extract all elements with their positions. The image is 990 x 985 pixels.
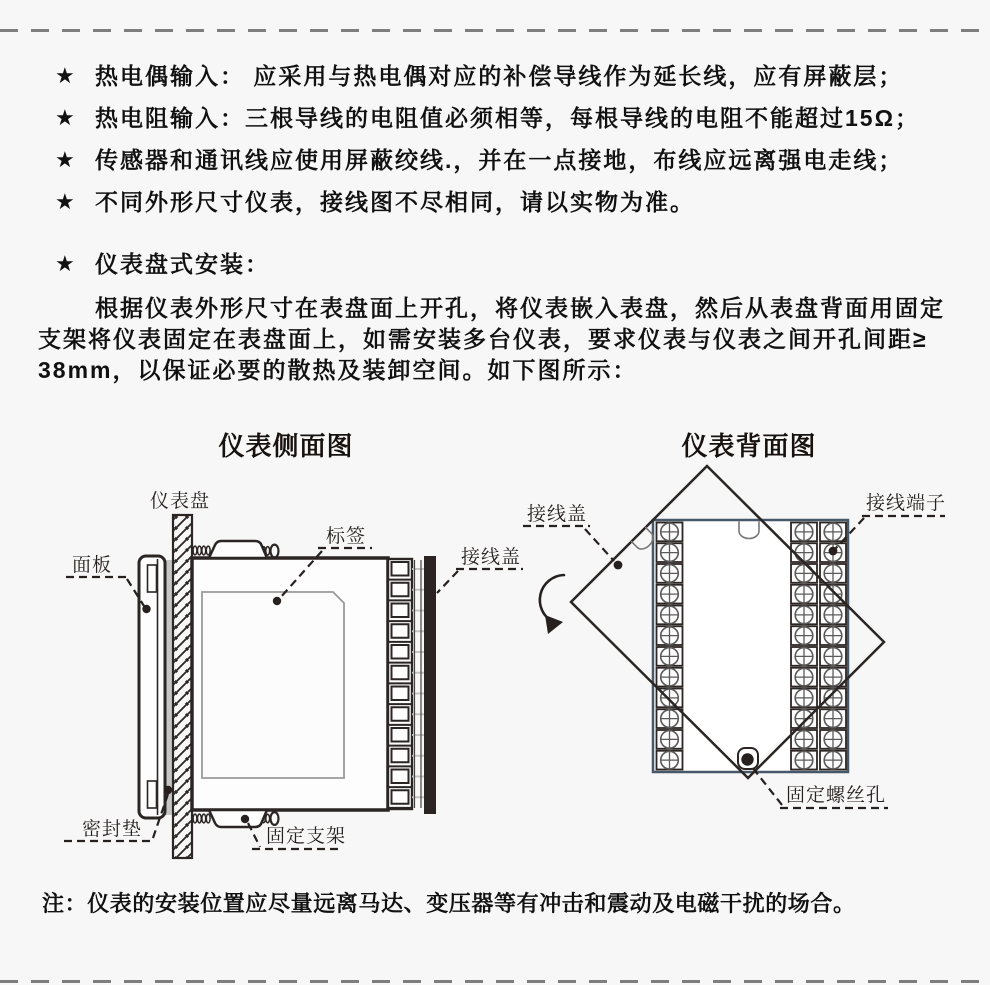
- top-fixing-bracket: [193, 541, 278, 558]
- label-gasket: 密封垫: [82, 819, 143, 840]
- label-back-cover: 接线盖: [527, 504, 588, 525]
- bullet-text: 热电阻输入：三根导线的电阻值必须相等，每根导线的电阻不能超过15Ω；: [95, 105, 921, 131]
- paragraph-line: 38mm，以保证必要的散热及装卸空间。如下图所示：: [38, 357, 638, 383]
- leader-dot: [829, 547, 838, 556]
- terminal-cover-leader: [437, 569, 523, 593]
- paragraph-line: 根据仪表外形尺寸在表盘面上开孔，将仪表嵌入表盘，然后从表盘背面用固定: [95, 295, 945, 321]
- leader-dot: [164, 786, 172, 794]
- side-view-title: 仪表侧面图: [218, 432, 354, 461]
- bottom-fixing-bracket: [193, 810, 278, 827]
- bullet-text: 传感器和通讯线应使用屏蔽绞线.，并在一点接地，布线应远离强电走线；: [95, 147, 904, 173]
- back-view-title: 仪表背面图: [681, 432, 817, 461]
- leader-dot: [614, 561, 623, 570]
- bullet-item: [55, 189, 965, 215]
- section-heading: [55, 250, 270, 278]
- label-bracket: 固定支架: [266, 826, 347, 847]
- leader-dot: [273, 597, 281, 605]
- tag-area: [202, 592, 344, 778]
- installation-figure-svg: [0, 460, 990, 875]
- bullet-item: [55, 63, 965, 89]
- section-title: 仪表盘式安装：: [95, 251, 270, 277]
- note-text: 注：仪表的安装位置应尽量远离马达、变压器等有冲击和震动及电磁干扰的场合。: [42, 891, 856, 916]
- top-notch: [739, 522, 759, 539]
- bullet-list: [55, 63, 965, 231]
- fixing-screw: [738, 748, 758, 769]
- star-icon: ★: [55, 63, 75, 88]
- bullet-text: 不同外形尺寸仪表，接线图不尽相同，请以实物为准。: [95, 189, 695, 215]
- label-panel: 仪表盘: [150, 491, 211, 512]
- installation-paragraph: [38, 293, 958, 386]
- side-view-diagram: [64, 490, 523, 858]
- leader-dot: [241, 815, 249, 823]
- terminal-strip: [388, 559, 425, 809]
- label-screw-hole: 固定螺丝孔: [786, 785, 887, 806]
- star-icon: ★: [55, 147, 75, 172]
- paragraph-line: 支架将仪表固定在表盘面上，如需安装多台仪表，要求仪表与仪表之间开孔间距≥: [38, 326, 928, 352]
- screw-head-icon: [271, 545, 279, 558]
- star-icon: ★: [55, 105, 75, 130]
- rotation-arrow-icon: [540, 575, 564, 634]
- bullet-item: [55, 105, 965, 131]
- bullet-text: 热电偶输入： 应采用与热电偶对应的补偿导线作为延长线，应有屏蔽层；: [95, 63, 904, 89]
- front-panel-leader: [66, 577, 144, 606]
- terminals-leader: [836, 516, 945, 548]
- bottom-dashed-divider: [0, 980, 990, 983]
- leader-dot: [142, 605, 150, 613]
- label-front-panel: 面板: [72, 555, 113, 576]
- cover-leader: [523, 526, 614, 561]
- top-dashed-divider: [0, 29, 990, 32]
- terminal-cover-bar: [424, 556, 436, 814]
- star-icon: ★: [55, 189, 75, 214]
- label-terminals: 接线端子: [866, 493, 947, 514]
- front-panel-bezel: [139, 556, 165, 818]
- label-tag: 标签: [326, 526, 367, 547]
- screw-head-icon: [271, 812, 279, 825]
- label-terminal-cover: 接线盖: [461, 547, 522, 568]
- bullet-item: [55, 147, 965, 173]
- back-view-diagram: [523, 466, 946, 808]
- star-icon: ★: [55, 251, 75, 276]
- mounting-panel-hatch: [173, 515, 192, 858]
